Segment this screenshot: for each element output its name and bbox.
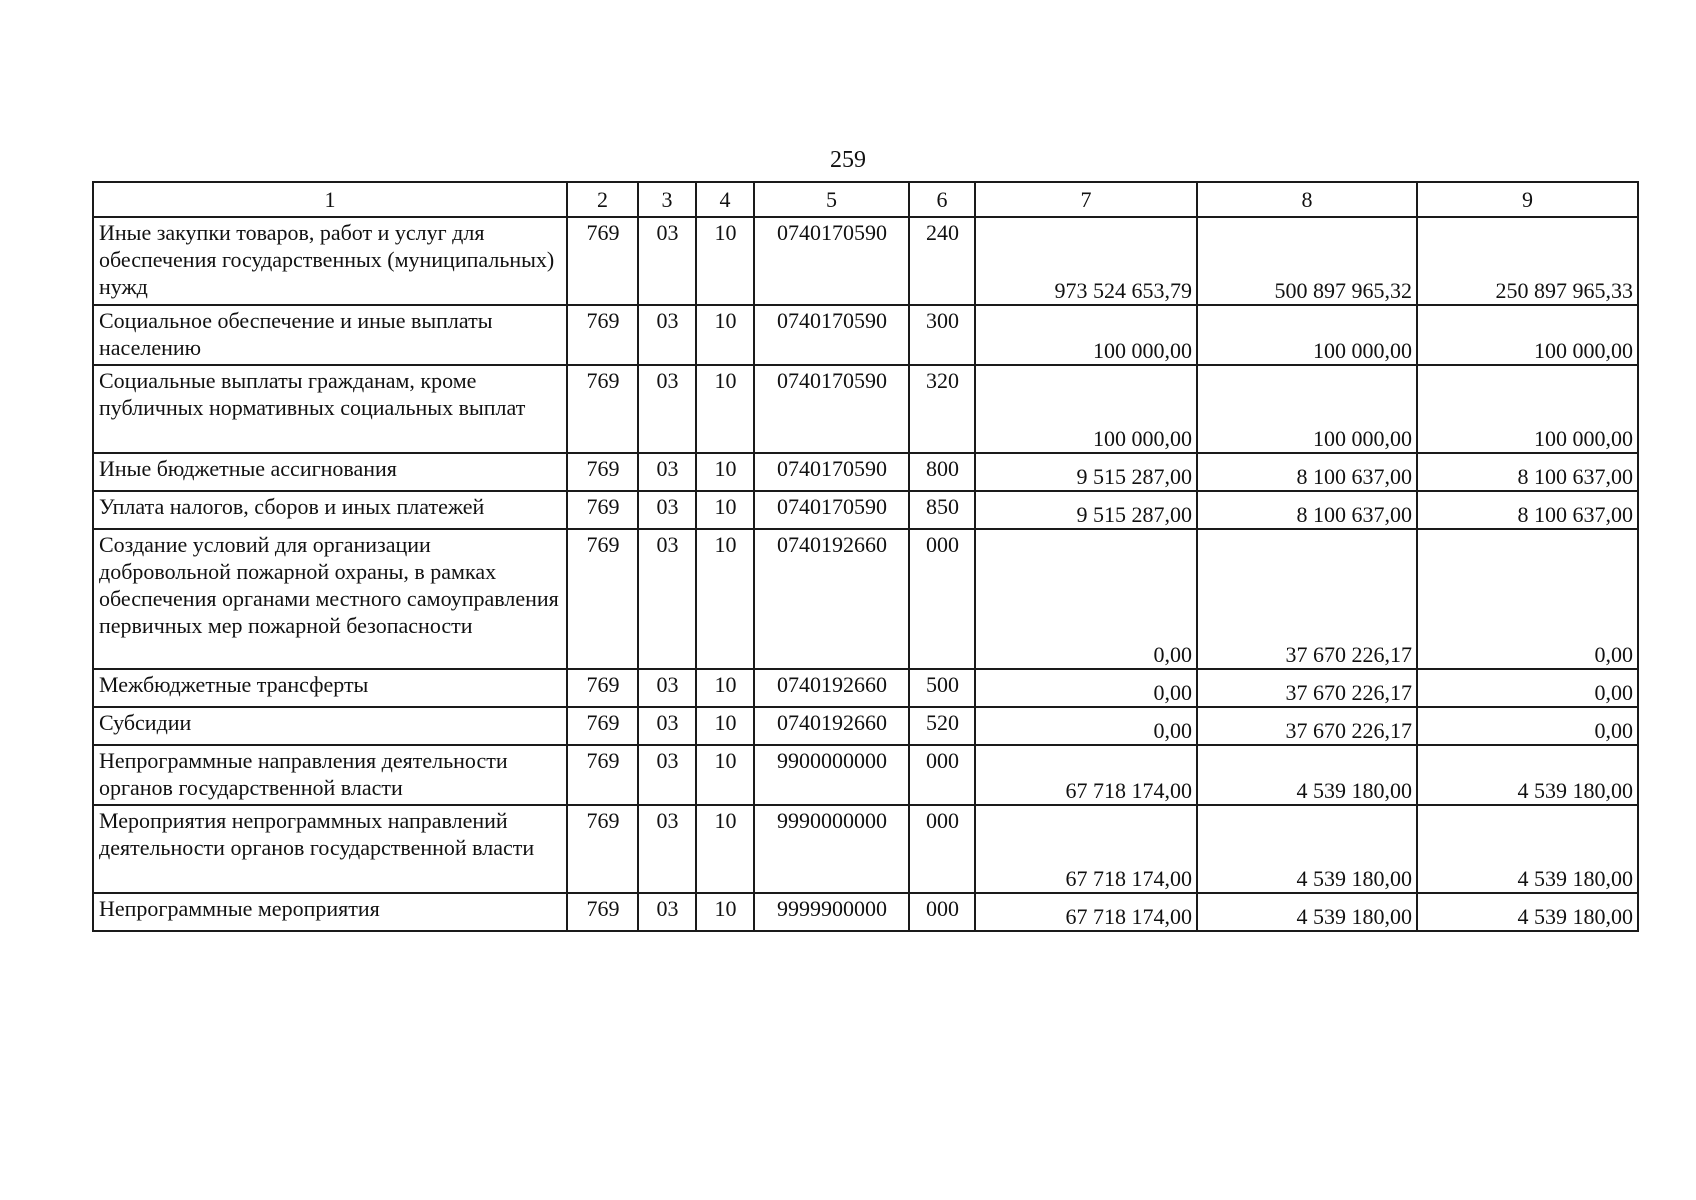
table-row: [93, 707, 1638, 745]
table-row: [93, 305, 1638, 365]
row-code-cell: 769: [567, 365, 638, 453]
row-amount-cell: 0,00: [975, 707, 1197, 745]
row-amount-cell: 4 539 180,00: [1197, 745, 1417, 805]
row-name-cell: Социальные выплаты гражданам, кроме публичных нормативных социальных выплат: [93, 365, 567, 453]
row-code-cell: 769: [567, 669, 638, 707]
row-name-cell: Социальное обеспечение и иные выплаты населению: [93, 305, 567, 365]
row-amount-cell: 8 100 637,00: [1197, 491, 1417, 529]
row-code-cell: 9999900000: [754, 893, 909, 931]
row-code-cell: 03: [638, 669, 696, 707]
row-code-cell: 10: [696, 669, 754, 707]
row-code-cell: 9900000000: [754, 745, 909, 805]
row-amount-cell: 100 000,00: [1197, 365, 1417, 453]
row-code-cell: 03: [638, 453, 696, 491]
row-amount-cell: 4 539 180,00: [1417, 805, 1638, 893]
row-code-cell: 0740170590: [754, 365, 909, 453]
row-code-cell: 0740192660: [754, 529, 909, 669]
row-amount-cell: 0,00: [1417, 529, 1638, 669]
row-name-cell: Мероприятия непрограммных направлений деятельности органов государственной власти: [93, 805, 567, 893]
row-code-cell: 500: [909, 669, 975, 707]
row-name-cell: Уплата налогов, сборов и иных платежей: [93, 491, 567, 529]
row-name-cell: Непрограммные направления деятельности органов государственной власти: [93, 745, 567, 805]
row-code-cell: 769: [567, 217, 638, 305]
row-amount-cell: 4 539 180,00: [1197, 805, 1417, 893]
page-number: 259: [830, 147, 866, 173]
table-row: [93, 805, 1638, 893]
table-row: [93, 217, 1638, 305]
row-code-cell: 03: [638, 745, 696, 805]
table-row: [93, 745, 1638, 805]
row-amount-cell: 0,00: [975, 669, 1197, 707]
column-header: 3: [638, 182, 696, 217]
column-header: 1: [93, 182, 567, 217]
row-amount-cell: 0,00: [1417, 669, 1638, 707]
row-code-cell: 03: [638, 491, 696, 529]
row-amount-cell: 67 718 174,00: [975, 745, 1197, 805]
row-amount-cell: 4 539 180,00: [1197, 893, 1417, 931]
row-amount-cell: 8 100 637,00: [1197, 453, 1417, 491]
row-amount-cell: 0,00: [975, 529, 1197, 669]
row-amount-cell: 4 539 180,00: [1417, 893, 1638, 931]
row-code-cell: 03: [638, 365, 696, 453]
row-code-cell: 769: [567, 893, 638, 931]
table-row: [93, 669, 1638, 707]
column-header: 2: [567, 182, 638, 217]
row-name-cell: Субсидии: [93, 707, 567, 745]
row-code-cell: 0740170590: [754, 453, 909, 491]
table-row: [93, 365, 1638, 453]
column-header: 6: [909, 182, 975, 217]
row-code-cell: 000: [909, 745, 975, 805]
row-code-cell: 03: [638, 217, 696, 305]
row-amount-cell: 100 000,00: [975, 365, 1197, 453]
column-header: 5: [754, 182, 909, 217]
row-code-cell: 0740170590: [754, 491, 909, 529]
row-code-cell: 10: [696, 305, 754, 365]
row-amount-cell: 0,00: [1417, 707, 1638, 745]
row-code-cell: 10: [696, 745, 754, 805]
row-code-cell: 03: [638, 305, 696, 365]
row-code-cell: 10: [696, 805, 754, 893]
row-code-cell: 0740170590: [754, 217, 909, 305]
row-amount-cell: 37 670 226,17: [1197, 707, 1417, 745]
row-code-cell: 0740192660: [754, 669, 909, 707]
row-code-cell: 03: [638, 805, 696, 893]
column-header: 7: [975, 182, 1197, 217]
row-code-cell: 0740170590: [754, 305, 909, 365]
row-code-cell: 320: [909, 365, 975, 453]
row-amount-cell: 8 100 637,00: [1417, 453, 1638, 491]
table-header-row: [93, 182, 1638, 217]
row-code-cell: 03: [638, 529, 696, 669]
row-amount-cell: 9 515 287,00: [975, 491, 1197, 529]
row-code-cell: 800: [909, 453, 975, 491]
row-amount-cell: 37 670 226,17: [1197, 529, 1417, 669]
row-code-cell: 10: [696, 707, 754, 745]
row-code-cell: 520: [909, 707, 975, 745]
column-header: 8: [1197, 182, 1417, 217]
table-row: [93, 529, 1638, 669]
budget-table: [92, 181, 1639, 932]
table-row: [93, 893, 1638, 931]
row-code-cell: 10: [696, 217, 754, 305]
row-code-cell: 769: [567, 745, 638, 805]
row-name-cell: Непрограммные мероприятия: [93, 893, 567, 931]
row-code-cell: 000: [909, 893, 975, 931]
row-name-cell: Иные закупки товаров, работ и услуг для обеспечения государственных (муниципальных) нужд: [93, 217, 567, 305]
row-amount-cell: 8 100 637,00: [1417, 491, 1638, 529]
row-code-cell: 240: [909, 217, 975, 305]
row-code-cell: 850: [909, 491, 975, 529]
row-code-cell: 10: [696, 453, 754, 491]
row-code-cell: 10: [696, 529, 754, 669]
row-code-cell: 0740192660: [754, 707, 909, 745]
row-amount-cell: 100 000,00: [1197, 305, 1417, 365]
row-code-cell: 03: [638, 893, 696, 931]
row-amount-cell: 500 897 965,32: [1197, 217, 1417, 305]
row-code-cell: 300: [909, 305, 975, 365]
row-amount-cell: 67 718 174,00: [975, 893, 1197, 931]
row-code-cell: 10: [696, 365, 754, 453]
row-code-cell: 10: [696, 491, 754, 529]
row-code-cell: 769: [567, 707, 638, 745]
row-amount-cell: 100 000,00: [1417, 305, 1638, 365]
row-name-cell: Межбюджетные трансферты: [93, 669, 567, 707]
row-name-cell: Создание условий для организации добровольной пожарной охраны, в рамках обеспечения органами местного самоуправления первичных мер пожарной безопасности: [93, 529, 567, 669]
row-amount-cell: 37 670 226,17: [1197, 669, 1417, 707]
row-code-cell: 769: [567, 529, 638, 669]
row-code-cell: 769: [567, 453, 638, 491]
row-code-cell: 000: [909, 805, 975, 893]
row-code-cell: 9990000000: [754, 805, 909, 893]
column-header: 9: [1417, 182, 1638, 217]
row-code-cell: 769: [567, 805, 638, 893]
row-amount-cell: 4 539 180,00: [1417, 745, 1638, 805]
row-code-cell: 769: [567, 305, 638, 365]
row-name-cell: Иные бюджетные ассигнования: [93, 453, 567, 491]
row-amount-cell: 973 524 653,79: [975, 217, 1197, 305]
row-amount-cell: 100 000,00: [1417, 365, 1638, 453]
column-header: 4: [696, 182, 754, 217]
row-code-cell: 03: [638, 707, 696, 745]
row-code-cell: 000: [909, 529, 975, 669]
row-code-cell: 10: [696, 893, 754, 931]
table-row: [93, 453, 1638, 491]
row-amount-cell: 100 000,00: [975, 305, 1197, 365]
row-amount-cell: 250 897 965,33: [1417, 217, 1638, 305]
row-code-cell: 769: [567, 491, 638, 529]
table-row: [93, 491, 1638, 529]
row-amount-cell: 9 515 287,00: [975, 453, 1197, 491]
row-amount-cell: 67 718 174,00: [975, 805, 1197, 893]
